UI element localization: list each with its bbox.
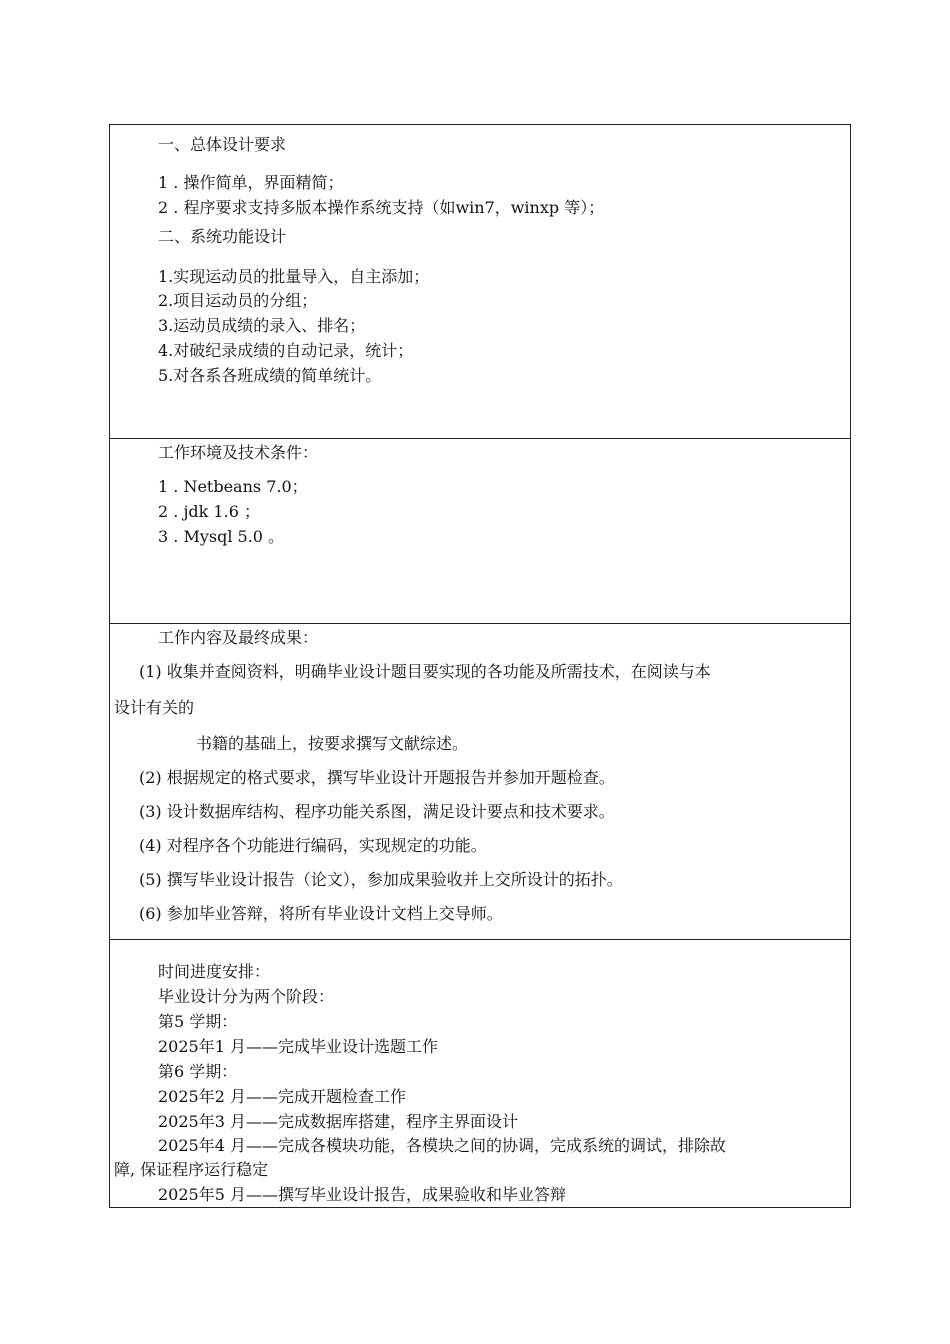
schedule-item: 2025年1 月——完成毕业设计选题工作 <box>158 1037 438 1056</box>
schedule-cell <box>110 940 850 1207</box>
work-item-continuation: 设计有关的 <box>114 698 195 717</box>
work-item: (2) 根据规定的格式要求，撰写毕业设计开题报告并参加开题检查。 <box>139 768 615 787</box>
function-item: 3.运动员成绩的录入、排名； <box>158 316 366 335</box>
document-table <box>109 124 851 1208</box>
work-content-heading: 工作内容及最终成果： <box>158 628 319 647</box>
schedule-heading: 时间进度安排： <box>158 962 271 981</box>
environment-cell <box>110 439 850 624</box>
work-content-cell <box>110 624 850 940</box>
work-item: (3) 设计数据库结构、程序功能关系图，满足设计要点和技术要求。 <box>139 802 615 821</box>
environment-item: 3 . Mysql 5.0 。 <box>158 527 285 546</box>
function-item: 2.项目运动员的分组； <box>158 291 318 310</box>
design-requirements-cell <box>110 125 850 439</box>
function-item: 4.对破纪录成绩的自动记录，统计； <box>158 341 414 360</box>
work-item: (5) 撰写毕业设计报告（论文），参加成果验收并上交所设计的拓扑。 <box>139 870 623 889</box>
environment-heading: 工作环境及技术条件： <box>158 443 319 462</box>
schedule-item: 2025年5 月——撰写毕业设计报告，成果验收和毕业答辩 <box>158 1185 566 1204</box>
requirement-item: 1 . 操作简单，界面精简； <box>158 173 344 192</box>
work-item-continuation: 书籍的基础上，按要求撰写文献综述。 <box>196 734 469 753</box>
requirement-item: 2 . 程序要求支持多版本操作系统支持（如win7，winxp 等）； <box>158 198 605 217</box>
environment-item: 1 . Netbeans 7.0； <box>158 477 308 496</box>
schedule-item: 2025年4 月——完成各模块功能，各模块之间的协调，完成系统的调试，排除故 <box>158 1136 726 1155</box>
schedule-item: 2025年2 月——完成开题检查工作 <box>158 1087 406 1106</box>
system-functions-heading: 二、系统功能设计 <box>158 227 287 246</box>
overall-requirements-heading: 一、总体设计要求 <box>158 135 287 154</box>
term-label: 第5 学期： <box>158 1012 238 1031</box>
function-item: 1.实现运动员的批量导入，自主添加； <box>158 267 430 286</box>
schedule-item: 2025年3 月——完成数据库搭建，程序主界面设计 <box>158 1112 518 1131</box>
term-label: 第6 学期： <box>158 1062 238 1081</box>
work-item: (4) 对程序各个功能进行编码，实现规定的功能。 <box>139 836 487 855</box>
schedule-item-continuation: 障, 保证程序运行稳定 <box>114 1160 269 1179</box>
environment-item: 2 . jdk 1.6 ； <box>158 502 260 521</box>
work-item: (1) 收集并查阅资料，明确毕业设计题目要实现的各功能及所需技术，在阅读与本 <box>139 662 711 681</box>
work-item: (6) 参加毕业答辩，将所有毕业设计文档上交导师。 <box>139 904 503 923</box>
function-item: 5.对各系各班成绩的简单统计。 <box>158 366 382 385</box>
schedule-intro: 毕业设计分为两个阶段： <box>158 987 335 1006</box>
